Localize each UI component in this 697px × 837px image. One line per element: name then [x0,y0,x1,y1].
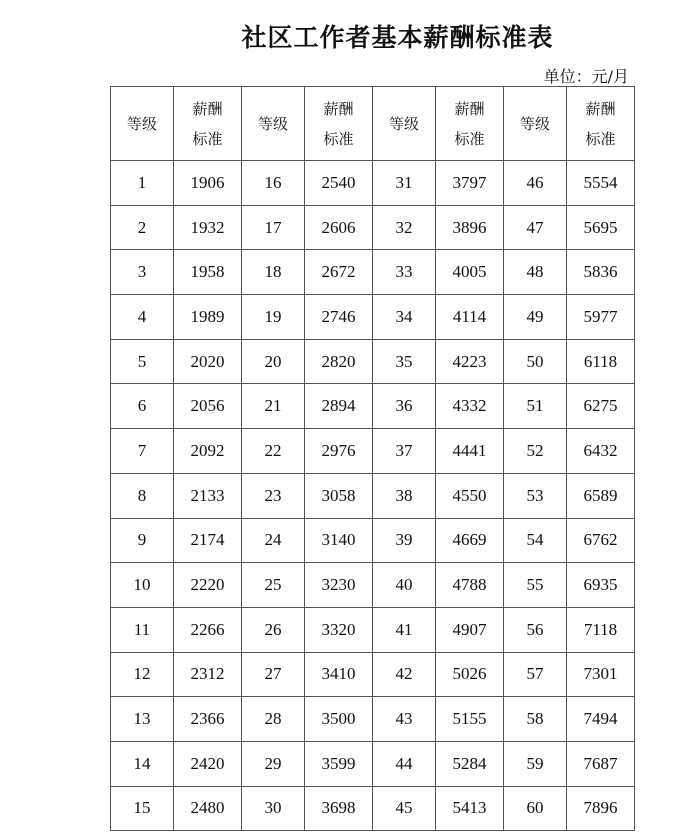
level-cell: 45 [373,786,436,831]
salary-cell: 3058 [305,473,373,518]
salary-cell: 5413 [436,786,504,831]
salary-cell: 3896 [436,205,504,250]
salary-cell: 4114 [436,295,504,340]
header-salary-line1: 薪酬 [323,99,354,118]
level-cell: 29 [242,741,305,786]
salary-cell: 7687 [567,741,635,786]
salary-cell: 3140 [305,518,373,563]
level-cell: 18 [242,250,305,295]
level-cell: 21 [242,384,305,429]
level-cell: 12 [111,652,174,697]
level-cell: 40 [373,563,436,608]
header-level: 等级 [111,87,174,161]
level-cell: 28 [242,697,305,742]
salary-cell: 5026 [436,652,504,697]
salary-cell: 4223 [436,339,504,384]
table-row [111,473,635,518]
header-salary-line1: 薪酬 [585,99,616,118]
salary-cell: 2174 [174,518,242,563]
salary-cell: 5977 [567,295,635,340]
level-cell: 44 [373,741,436,786]
level-cell: 26 [242,607,305,652]
salary-cell: 2420 [174,741,242,786]
table-row [111,295,635,340]
level-cell: 43 [373,697,436,742]
salary-cell: 4550 [436,473,504,518]
header-row [111,87,635,161]
level-cell: 7 [111,429,174,474]
level-cell: 56 [504,607,567,652]
table-row [111,205,635,250]
level-cell: 11 [111,607,174,652]
salary-cell: 2606 [305,205,373,250]
level-cell: 59 [504,741,567,786]
salary-cell: 4005 [436,250,504,295]
level-cell: 32 [373,205,436,250]
level-cell: 37 [373,429,436,474]
salary-cell: 5284 [436,741,504,786]
salary-cell: 5695 [567,205,635,250]
salary-cell: 2820 [305,339,373,384]
level-cell: 9 [111,518,174,563]
salary-cell: 5554 [567,161,635,206]
level-cell: 50 [504,339,567,384]
level-cell: 33 [373,250,436,295]
salary-cell: 4669 [436,518,504,563]
level-cell: 54 [504,518,567,563]
salary-cell: 3410 [305,652,373,697]
salary-cell: 4788 [436,563,504,608]
table-row [111,786,635,831]
level-cell: 19 [242,295,305,340]
salary-cell: 1989 [174,295,242,340]
table-row [111,161,635,206]
salary-cell: 3599 [305,741,373,786]
salary-cell: 4907 [436,607,504,652]
level-cell: 57 [504,652,567,697]
level-cell: 2 [111,205,174,250]
salary-cell: 2366 [174,697,242,742]
table-row [111,339,635,384]
level-cell: 3 [111,250,174,295]
salary-cell: 6589 [567,473,635,518]
table-row [111,697,635,742]
level-cell: 30 [242,786,305,831]
salary-cell: 2976 [305,429,373,474]
header-salary-line1: 薪酬 [192,99,223,118]
salary-cell: 5155 [436,697,504,742]
level-cell: 22 [242,429,305,474]
level-cell: 36 [373,384,436,429]
level-cell: 23 [242,473,305,518]
salary-cell: 2672 [305,250,373,295]
table-row [111,607,635,652]
salary-cell: 2746 [305,295,373,340]
salary-cell: 3500 [305,697,373,742]
salary-cell: 6118 [567,339,635,384]
salary-cell: 7301 [567,652,635,697]
salary-cell: 2133 [174,473,242,518]
salary-cell: 1932 [174,205,242,250]
salary-cell: 2266 [174,607,242,652]
salary-cell: 2220 [174,563,242,608]
level-cell: 27 [242,652,305,697]
level-cell: 49 [504,295,567,340]
level-cell: 55 [504,563,567,608]
salary-cell: 6432 [567,429,635,474]
table-row [111,652,635,697]
table-row [111,741,635,786]
header-salary [174,87,242,161]
level-cell: 6 [111,384,174,429]
salary-cell: 6275 [567,384,635,429]
level-cell: 1 [111,161,174,206]
salary-cell: 2056 [174,384,242,429]
header-level: 等级 [242,87,305,161]
salary-cell: 5836 [567,250,635,295]
level-cell: 13 [111,697,174,742]
level-cell: 4 [111,295,174,340]
level-cell: 47 [504,205,567,250]
salary-cell: 7494 [567,697,635,742]
header-level: 等级 [373,87,436,161]
level-cell: 52 [504,429,567,474]
header-salary [567,87,635,161]
table-row [111,429,635,474]
salary-table [110,86,635,831]
level-cell: 39 [373,518,436,563]
table-row [111,518,635,563]
salary-cell: 7118 [567,607,635,652]
salary-cell: 6762 [567,518,635,563]
header-salary-line2: 标准 [323,129,354,148]
salary-cell: 3698 [305,786,373,831]
salary-cell: 6935 [567,563,635,608]
table-row [111,384,635,429]
header-salary-line2: 标准 [454,129,485,148]
header-salary-line1: 薪酬 [454,99,485,118]
unit-label: 单位：元/月 [543,67,629,86]
level-cell: 42 [373,652,436,697]
level-cell: 38 [373,473,436,518]
salary-cell: 3230 [305,563,373,608]
table-row [111,563,635,608]
level-cell: 5 [111,339,174,384]
level-cell: 10 [111,563,174,608]
header-salary-line2: 标准 [585,129,616,148]
level-cell: 25 [242,563,305,608]
salary-cell: 2312 [174,652,242,697]
page-title: 社区工作者基本薪酬标准表 [241,23,554,52]
salary-cell: 1958 [174,250,242,295]
level-cell: 53 [504,473,567,518]
header-salary [436,87,504,161]
salary-cell: 2092 [174,429,242,474]
header-salary [305,87,373,161]
salary-cell: 4332 [436,384,504,429]
level-cell: 58 [504,697,567,742]
salary-cell: 7896 [567,786,635,831]
header-salary-line2: 标准 [192,129,223,148]
salary-cell: 2020 [174,339,242,384]
level-cell: 8 [111,473,174,518]
salary-cell: 3797 [436,161,504,206]
level-cell: 35 [373,339,436,384]
salary-cell: 2540 [305,161,373,206]
header-level: 等级 [504,87,567,161]
level-cell: 51 [504,384,567,429]
level-cell: 16 [242,161,305,206]
level-cell: 41 [373,607,436,652]
level-cell: 14 [111,741,174,786]
salary-cell: 3320 [305,607,373,652]
level-cell: 46 [504,161,567,206]
salary-cell: 2480 [174,786,242,831]
level-cell: 60 [504,786,567,831]
salary-cell: 1906 [174,161,242,206]
level-cell: 17 [242,205,305,250]
level-cell: 48 [504,250,567,295]
level-cell: 24 [242,518,305,563]
level-cell: 31 [373,161,436,206]
salary-cell: 2894 [305,384,373,429]
salary-cell: 4441 [436,429,504,474]
table-row [111,250,635,295]
level-cell: 15 [111,786,174,831]
level-cell: 20 [242,339,305,384]
level-cell: 34 [373,295,436,340]
